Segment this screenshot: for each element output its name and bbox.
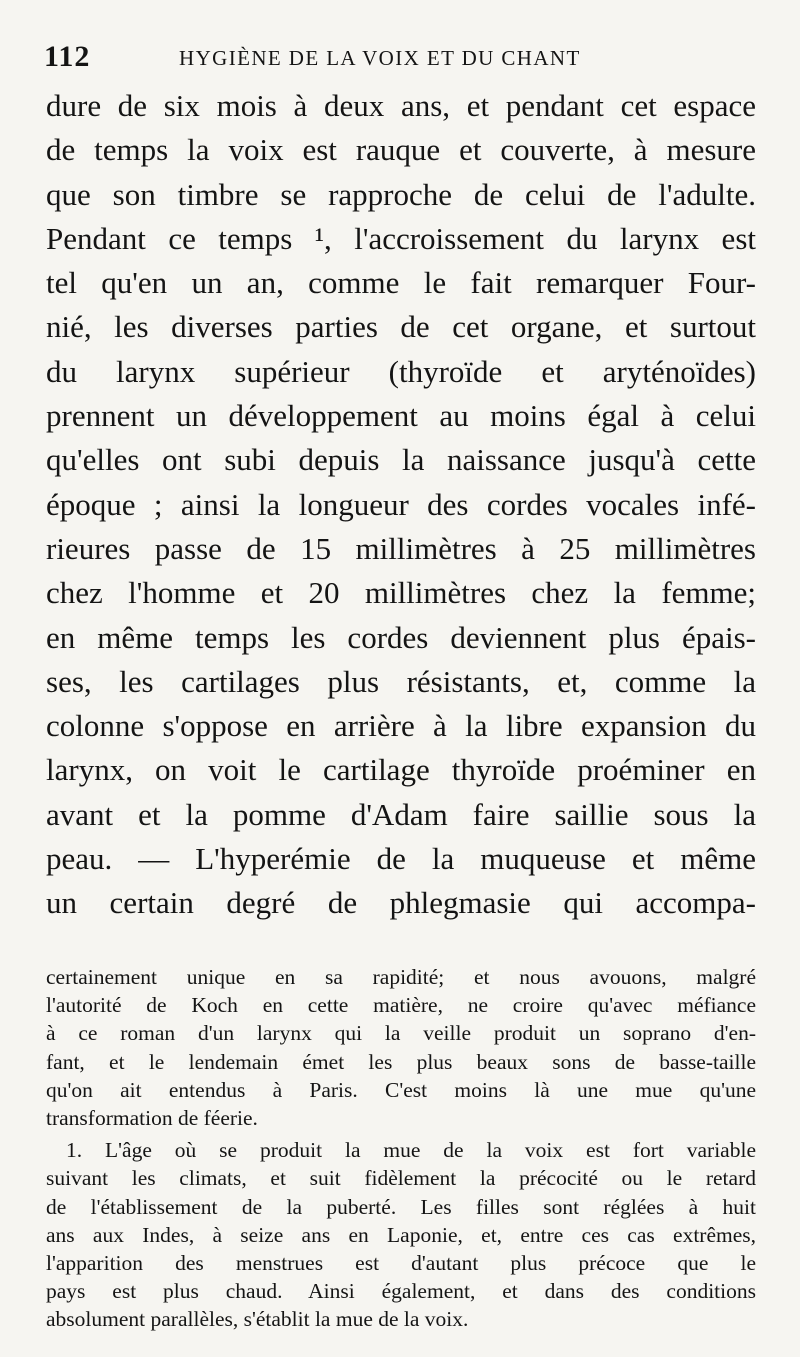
footnote-line: absolument parallèles, s'établit la mue de la voix. bbox=[46, 1307, 469, 1332]
text-line: du larynx supérieur (thyroïde et aryténoïdes) bbox=[46, 353, 756, 389]
text-line: chez l'homme et 20 millimètres chez la femme; bbox=[46, 575, 756, 611]
text-line: tel qu'en un an, comme le fait remarquer Four- bbox=[46, 265, 756, 301]
footnotes bbox=[46, 963, 756, 1333]
text-line: nié, les diverses parties de cet organe, et surtout bbox=[46, 309, 756, 345]
footnote-line: fant, et le lendemain émet les plus beaux sons de basse-taille bbox=[46, 1049, 756, 1074]
page-header bbox=[44, 40, 756, 80]
page-number: 112 bbox=[44, 40, 91, 73]
footnote-line: 1. L'âge où se produit la mue de la voix est fort variable bbox=[66, 1138, 756, 1163]
text-line: un certain degré de phlegmasie qui accompa- bbox=[46, 885, 756, 921]
footnote-line: pays est plus chaud. Ainsi également, et dans des conditions bbox=[46, 1279, 756, 1304]
running-head: HYGIÈNE DE LA VOIX ET DU CHANT bbox=[179, 46, 581, 70]
footnote-line: suivant les climats, et suit fidèlement la précocité ou le retard bbox=[46, 1166, 756, 1191]
footnote-line: qu'on ait entendus à Paris. C'est moins là une mue qu'une bbox=[46, 1077, 756, 1102]
footnote-line: l'apparition des menstrues est d'autant plus précoce que le bbox=[46, 1250, 756, 1275]
footnote-line: ans aux Indes, à seize ans en Laponie, et, entre ces cas extrêmes, bbox=[46, 1222, 756, 1247]
text-line: avant et la pomme d'Adam faire saillie sous la bbox=[46, 796, 756, 832]
footnote-line: à ce roman d'un larynx qui la veille produit un soprano d'en- bbox=[46, 1021, 756, 1046]
footnote-line: transformation de féerie. bbox=[46, 1105, 258, 1130]
text-line: qu'elles ont subi depuis la naissance jusqu'à cette bbox=[46, 442, 756, 478]
text-line: rieures passe de 15 millimètres à 25 millimètres bbox=[46, 530, 756, 566]
text-line: Pendant ce temps ¹, l'accroissement du larynx est bbox=[46, 220, 756, 256]
footnote-continued bbox=[46, 963, 756, 1132]
text-line: larynx, on voit le cartilage thyroïde proéminer en bbox=[46, 752, 756, 788]
footnote-1 bbox=[46, 1136, 756, 1333]
text-line: dure de six mois à deux ans, et pendant cet espace bbox=[46, 88, 756, 123]
text-line: peau. — L'hyperémie de la muqueuse et même bbox=[46, 841, 756, 877]
text-line: prennent un développement au moins égal à celui bbox=[46, 398, 756, 434]
text-line: en même temps les cordes deviennent plus épais- bbox=[46, 619, 756, 655]
text-line: ses, les cartilages plus résistants, et, comme la bbox=[46, 663, 756, 699]
text-line: colonne s'oppose en arrière à la libre expansion du bbox=[46, 708, 756, 744]
footnote-line: de l'établissement de la puberté. Les filles sont réglées à huit bbox=[46, 1194, 756, 1219]
footnote-line: certainement unique en sa rapidité; et nous avouons, malgré bbox=[46, 965, 756, 989]
footnote-line: l'autorité de Koch en cette matière, ne croire qu'avec méfiance bbox=[46, 993, 756, 1018]
text-line: époque ; ainsi la longueur des cordes vocales infé- bbox=[46, 486, 756, 522]
main-text bbox=[46, 84, 756, 926]
text-line: que son timbre se rapproche de celui de l'adulte. bbox=[46, 176, 756, 212]
text-line: de temps la voix est rauque et couverte, à mesure bbox=[46, 132, 756, 168]
